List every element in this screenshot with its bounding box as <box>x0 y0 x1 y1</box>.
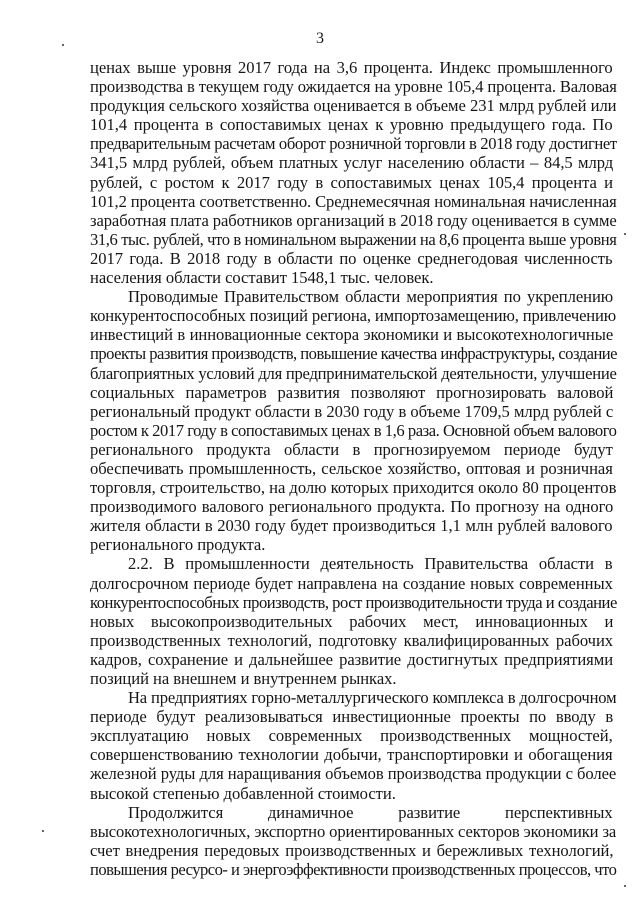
text-line <box>90 821 617 841</box>
text-line-content: жителя области в 2030 году будет производиться 1,1 млн рублей валового <box>90 516 613 536</box>
text-line-content: заработная плата работников организаций в 2018 году оценивается в сумме <box>90 210 617 230</box>
text-line <box>90 574 613 593</box>
text-line-content: населения области составит 1548,1 тыс. человек. <box>90 268 434 288</box>
text-line <box>90 134 617 154</box>
text-line-content: 101,4 процента в сопоставимых ценах к уровню предыдущего года. По <box>90 115 613 135</box>
text-line <box>90 535 613 554</box>
text-line <box>90 803 613 822</box>
text-line-content: инвестиций в инновационные сектора экономики и высокотехнологичные <box>90 325 614 345</box>
text-line-content: периоде будут реализовываться инвестиционные проекты по вводу в <box>90 707 614 727</box>
text-line <box>90 726 613 745</box>
text-line-content: кадров, сохранение и дальнейшее развитие достигнутых предприятиями <box>90 649 614 669</box>
text-line <box>90 229 617 249</box>
text-line <box>90 707 613 726</box>
text-line <box>90 173 613 192</box>
text-line <box>90 688 617 708</box>
text-line <box>90 592 617 612</box>
text-line-content: благоприятных условий для предпринимательской деятельности, улучшение <box>90 363 617 383</box>
text-line-content: Проводимые Правительством области мероприятия по укреплению <box>128 287 614 307</box>
paragraph <box>90 554 617 688</box>
text-line <box>90 459 613 478</box>
text-line-content: счет внедрения передовых производственных и бережливых технологий, <box>90 840 614 860</box>
text-line-content: 101,2 процента соответственно. Среднемесячная номинальная начисленная <box>90 191 617 211</box>
text-line-content: продукция сельского хозяйства оценивается в объеме 231 млрд рублей или <box>90 96 617 116</box>
text-line-content: позиций на внешнем и внутреннем рынках. <box>90 669 397 688</box>
text-line <box>90 363 617 383</box>
text-line-content: высокой степенью добавленной стоимости. <box>90 783 396 803</box>
text-line-content: железной руды для наращивания объемов производства продукции с более <box>90 764 617 784</box>
text-line <box>90 669 613 688</box>
text-line <box>90 516 613 535</box>
text-line-content: высокотехнологичных, экспортно ориентированных секторов экономики за <box>90 821 617 841</box>
text-line <box>90 612 613 631</box>
text-line-content: ростом к 2017 году в сопоставимых ценах в 1,6 раза. Основной объем валового <box>90 420 617 440</box>
text-line <box>90 325 613 344</box>
text-line-content: 2.2. В промышленности деятельность Правительства области в <box>128 554 613 574</box>
text-line-content: На предприятиях горно-металлургического комплекса в долгосрочном <box>128 688 617 708</box>
text-line-content: конкурентоспособных производств, рост производительности труда и создание <box>90 592 617 612</box>
text-line <box>90 306 617 326</box>
text-line <box>90 478 617 498</box>
text-line <box>90 268 613 287</box>
text-line-content: производственных технологий, подготовку квалифицированных рабочих <box>90 630 614 650</box>
text-line <box>90 554 613 573</box>
text-line <box>90 440 613 459</box>
text-line <box>90 764 617 784</box>
text-line-content: производства в текущем году ожидается на уровне 105,4 процента. Валовая <box>90 77 617 97</box>
scan-speck <box>62 44 64 46</box>
paragraph <box>90 287 618 555</box>
text-line-content: 31,6 тыс. рублей, что в номинальном выражении на 8,6 процента выше уровня <box>90 229 617 249</box>
text-line <box>90 96 617 116</box>
text-line-content: рублей, с ростом к 2017 году в сопоставимых ценах 105,4 процента и <box>90 172 614 192</box>
paragraph <box>90 688 617 803</box>
text-line-content: конкурентоспособных позиций региона, импортозамещению, привлечению <box>90 306 617 326</box>
text-line <box>90 784 613 803</box>
text-line-content: торговля, строительство, на долю которых приходится около 80 процентов <box>90 478 617 498</box>
text-line-content: производимого валового регионального продукта. По прогнозу на одного <box>90 497 614 517</box>
scan-speck <box>42 830 44 832</box>
text-line <box>90 58 613 77</box>
text-line <box>90 383 613 402</box>
text-line-content: совершенствованию технологии добычи, транспортировки и обогащения <box>90 745 613 765</box>
paragraph <box>90 802 617 879</box>
text-line <box>90 420 617 440</box>
text-line-content: эксплуатацию новых современных производственных мощностей, <box>90 726 613 746</box>
text-line-content: новых высокопроизводительных рабочих мест, инновационных и <box>90 611 614 631</box>
text-line-content: обеспечивать промышленность, сельское хозяйство, оптовая и розничная <box>90 458 613 478</box>
text-line <box>90 859 617 879</box>
text-line <box>90 153 613 172</box>
text-line-content: проекты развития производств, повышение качества инфраструктуры, создание <box>90 344 618 364</box>
text-line-content: регионального продукта. <box>90 535 266 555</box>
text-line <box>90 287 613 306</box>
text-line-content: региональный продукт области в 2030 году в объеме 1709,5 млрд рублей с <box>90 401 614 421</box>
text-line <box>90 191 617 211</box>
scan-speck <box>624 233 626 235</box>
paragraph <box>90 58 617 288</box>
scan-speck <box>624 885 626 887</box>
text-line-content: социальных параметров развития позволяют прогнозировать валовой <box>90 382 614 402</box>
page-number: 3 <box>316 30 324 47</box>
text-line <box>90 77 617 97</box>
text-line <box>90 841 613 860</box>
text-line <box>90 344 618 364</box>
text-line <box>90 402 613 421</box>
text-line <box>90 210 617 230</box>
text-line-content: долгосрочном периоде будет направлена на создание новых современных <box>90 573 613 593</box>
text-line <box>90 115 613 134</box>
text-line-content: регионального продукта области в прогнозируемом периоде будут <box>90 439 613 459</box>
text-line-content: ценах выше уровня 2017 года на 3,6 процента. Индекс промышленного <box>90 58 613 77</box>
text-line <box>90 249 613 268</box>
document-body <box>90 58 618 879</box>
text-line <box>90 631 613 650</box>
text-line <box>90 650 613 669</box>
text-line-content: 341,5 млрд рублей, объем платных услуг населению области – 84,5 млрд <box>90 153 614 173</box>
text-line-content: предварительным расчетам оборот розничной торговли в 2018 году достигнет <box>90 134 617 154</box>
text-line-content: 2017 года. В 2018 году в области по оценке среднегодовая численность <box>90 248 613 268</box>
text-line <box>90 745 613 764</box>
text-line <box>90 497 613 516</box>
text-line-content: повышения ресурсо- и энергоэффективности производственных процессов, что <box>90 859 617 879</box>
text-line-content: Продолжится динамичное развитие перспективных <box>128 802 613 822</box>
